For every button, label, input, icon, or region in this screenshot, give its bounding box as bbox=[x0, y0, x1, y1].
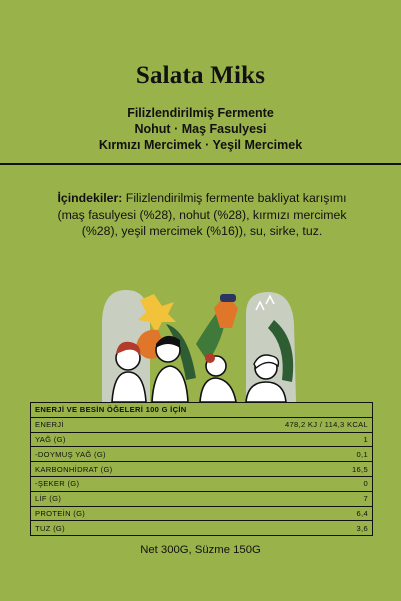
divider bbox=[0, 163, 401, 165]
table-row bbox=[31, 491, 373, 506]
nutrition-table bbox=[30, 402, 373, 536]
product-title: Salata Miks bbox=[135, 62, 266, 89]
table-row bbox=[31, 417, 373, 432]
table-row bbox=[31, 521, 373, 536]
table-row bbox=[31, 506, 373, 521]
nutrient-value: 6,4 bbox=[196, 506, 372, 521]
nutrition-header: ENERJİ VE BESİN ÖĞELERİ 100 G İÇİN bbox=[35, 405, 187, 415]
product-subtitle bbox=[0, 105, 401, 153]
nutrition-header-row bbox=[31, 403, 373, 418]
subtitle-line-3: Kırmızı Mercimek · Yeşil Mercimek bbox=[98, 138, 303, 152]
subtitle-line-2: Nohut · Maş Fasulyesi bbox=[134, 122, 267, 136]
table-row bbox=[31, 432, 373, 447]
nutrient-value: 3,6 bbox=[196, 521, 372, 536]
nutrient-value: 0 bbox=[196, 476, 372, 491]
nutrient-value: 478,2 KJ / 114,3 KCAL bbox=[196, 417, 372, 432]
ingredients-label: İçindekiler: bbox=[57, 191, 123, 205]
nutrient-label: PROTEİN (G) bbox=[31, 506, 197, 521]
ingredients-text: Filizlendirilmiş fermente bakliyat karışımı (maş fasulyesi (%28), nohut (%28), kırmızı mercimek (%28), yeşil mercimek (%16)), su, sirke, tuz. bbox=[57, 191, 347, 238]
nutrient-value: 16,5 bbox=[196, 462, 372, 477]
table-row bbox=[31, 462, 373, 477]
nutrient-value: 0,1 bbox=[196, 447, 372, 462]
nutrient-value: 7 bbox=[196, 491, 372, 506]
nutrient-label: KARBONHİDRAT (G) bbox=[31, 462, 197, 477]
nutrient-label: -ŞEKER (G) bbox=[31, 476, 197, 491]
nutrient-label: TUZ (G) bbox=[31, 521, 197, 536]
ingredients-block bbox=[44, 190, 360, 240]
nutrient-label: YAĞ (G) bbox=[31, 432, 197, 447]
nutrient-label: ENERJİ bbox=[31, 417, 197, 432]
nutrient-label: LİF (G) bbox=[31, 491, 197, 506]
people-plants-illustration bbox=[96, 284, 308, 402]
subtitle-line-1: Filizlendirilmiş Fermente bbox=[127, 106, 274, 120]
table-row bbox=[31, 476, 373, 491]
nutrient-value: 1 bbox=[196, 432, 372, 447]
table-row bbox=[31, 447, 373, 462]
net-weight: Net 300G, Süzme 150G bbox=[140, 544, 261, 556]
nutrient-label: -DOYMUŞ YAĞ (G) bbox=[31, 447, 197, 462]
